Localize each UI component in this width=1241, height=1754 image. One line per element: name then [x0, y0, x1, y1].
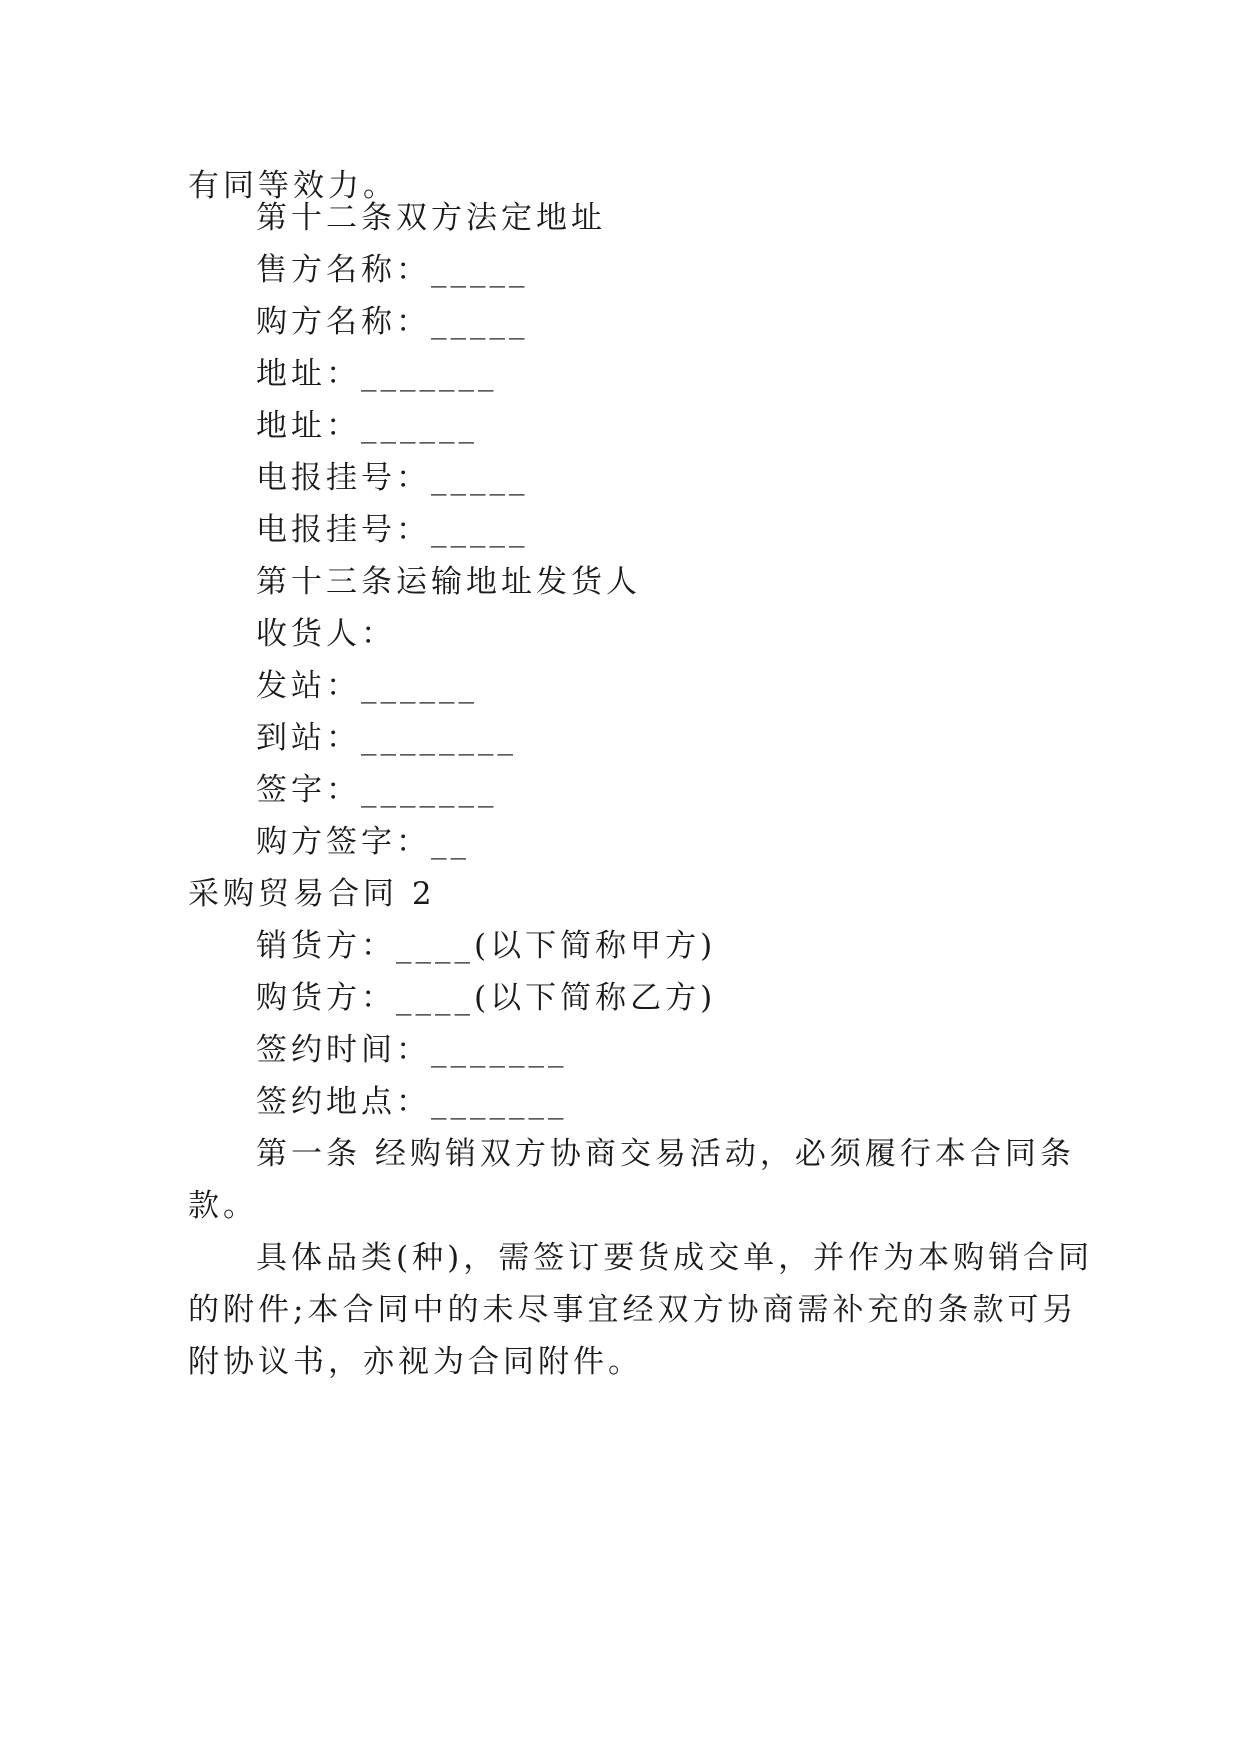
departure-station-field: 发站：______	[256, 668, 478, 704]
paragraph-line: 具体品类(种)，需签订要货成交单，并作为本购销合同	[256, 1240, 1094, 1276]
paragraph-line: 有同等效力。	[188, 168, 398, 204]
seller-address-field: 地址：_______	[256, 356, 498, 392]
article-13-heading: 第十三条运输地址发货人	[256, 564, 641, 600]
seller-telegraph-field: 电报挂号：_____	[256, 460, 529, 496]
contract-title: 采购贸易合同 2	[188, 876, 436, 912]
signing-time-field: 签约时间：_______	[256, 1032, 568, 1068]
buyer-address-field: 地址：______	[256, 408, 478, 444]
consignee-field: 收货人：	[256, 616, 396, 652]
paragraph-line: 的附件;本合同中的未尽事宜经双方协商需补充的条款可另	[188, 1292, 1078, 1328]
seller-party-field: 销货方：____(以下简称甲方)	[256, 928, 717, 964]
article-1-line-1: 第一条 经购销双方协商交易活动，必须履行本合同条	[256, 1136, 1075, 1172]
article-1-line-2: 款。	[188, 1188, 258, 1224]
buyer-telegraph-field: 电报挂号：_____	[256, 512, 529, 548]
paragraph-line: 附协议书，亦视为合同附件。	[188, 1344, 643, 1380]
buyer-name-field: 购方名称：_____	[256, 304, 529, 340]
buyer-signature-field: 购方签字：__	[256, 824, 470, 860]
buyer-party-field: 购货方：____(以下简称乙方)	[256, 980, 717, 1016]
arrival-station-field: 到站：________	[256, 720, 517, 756]
seller-name-field: 售方名称：_____	[256, 252, 529, 288]
article-12-heading: 第十二条双方法定地址	[256, 200, 606, 236]
signature-field: 签字：_______	[256, 772, 498, 808]
signing-place-field: 签约地点：_______	[256, 1084, 568, 1120]
